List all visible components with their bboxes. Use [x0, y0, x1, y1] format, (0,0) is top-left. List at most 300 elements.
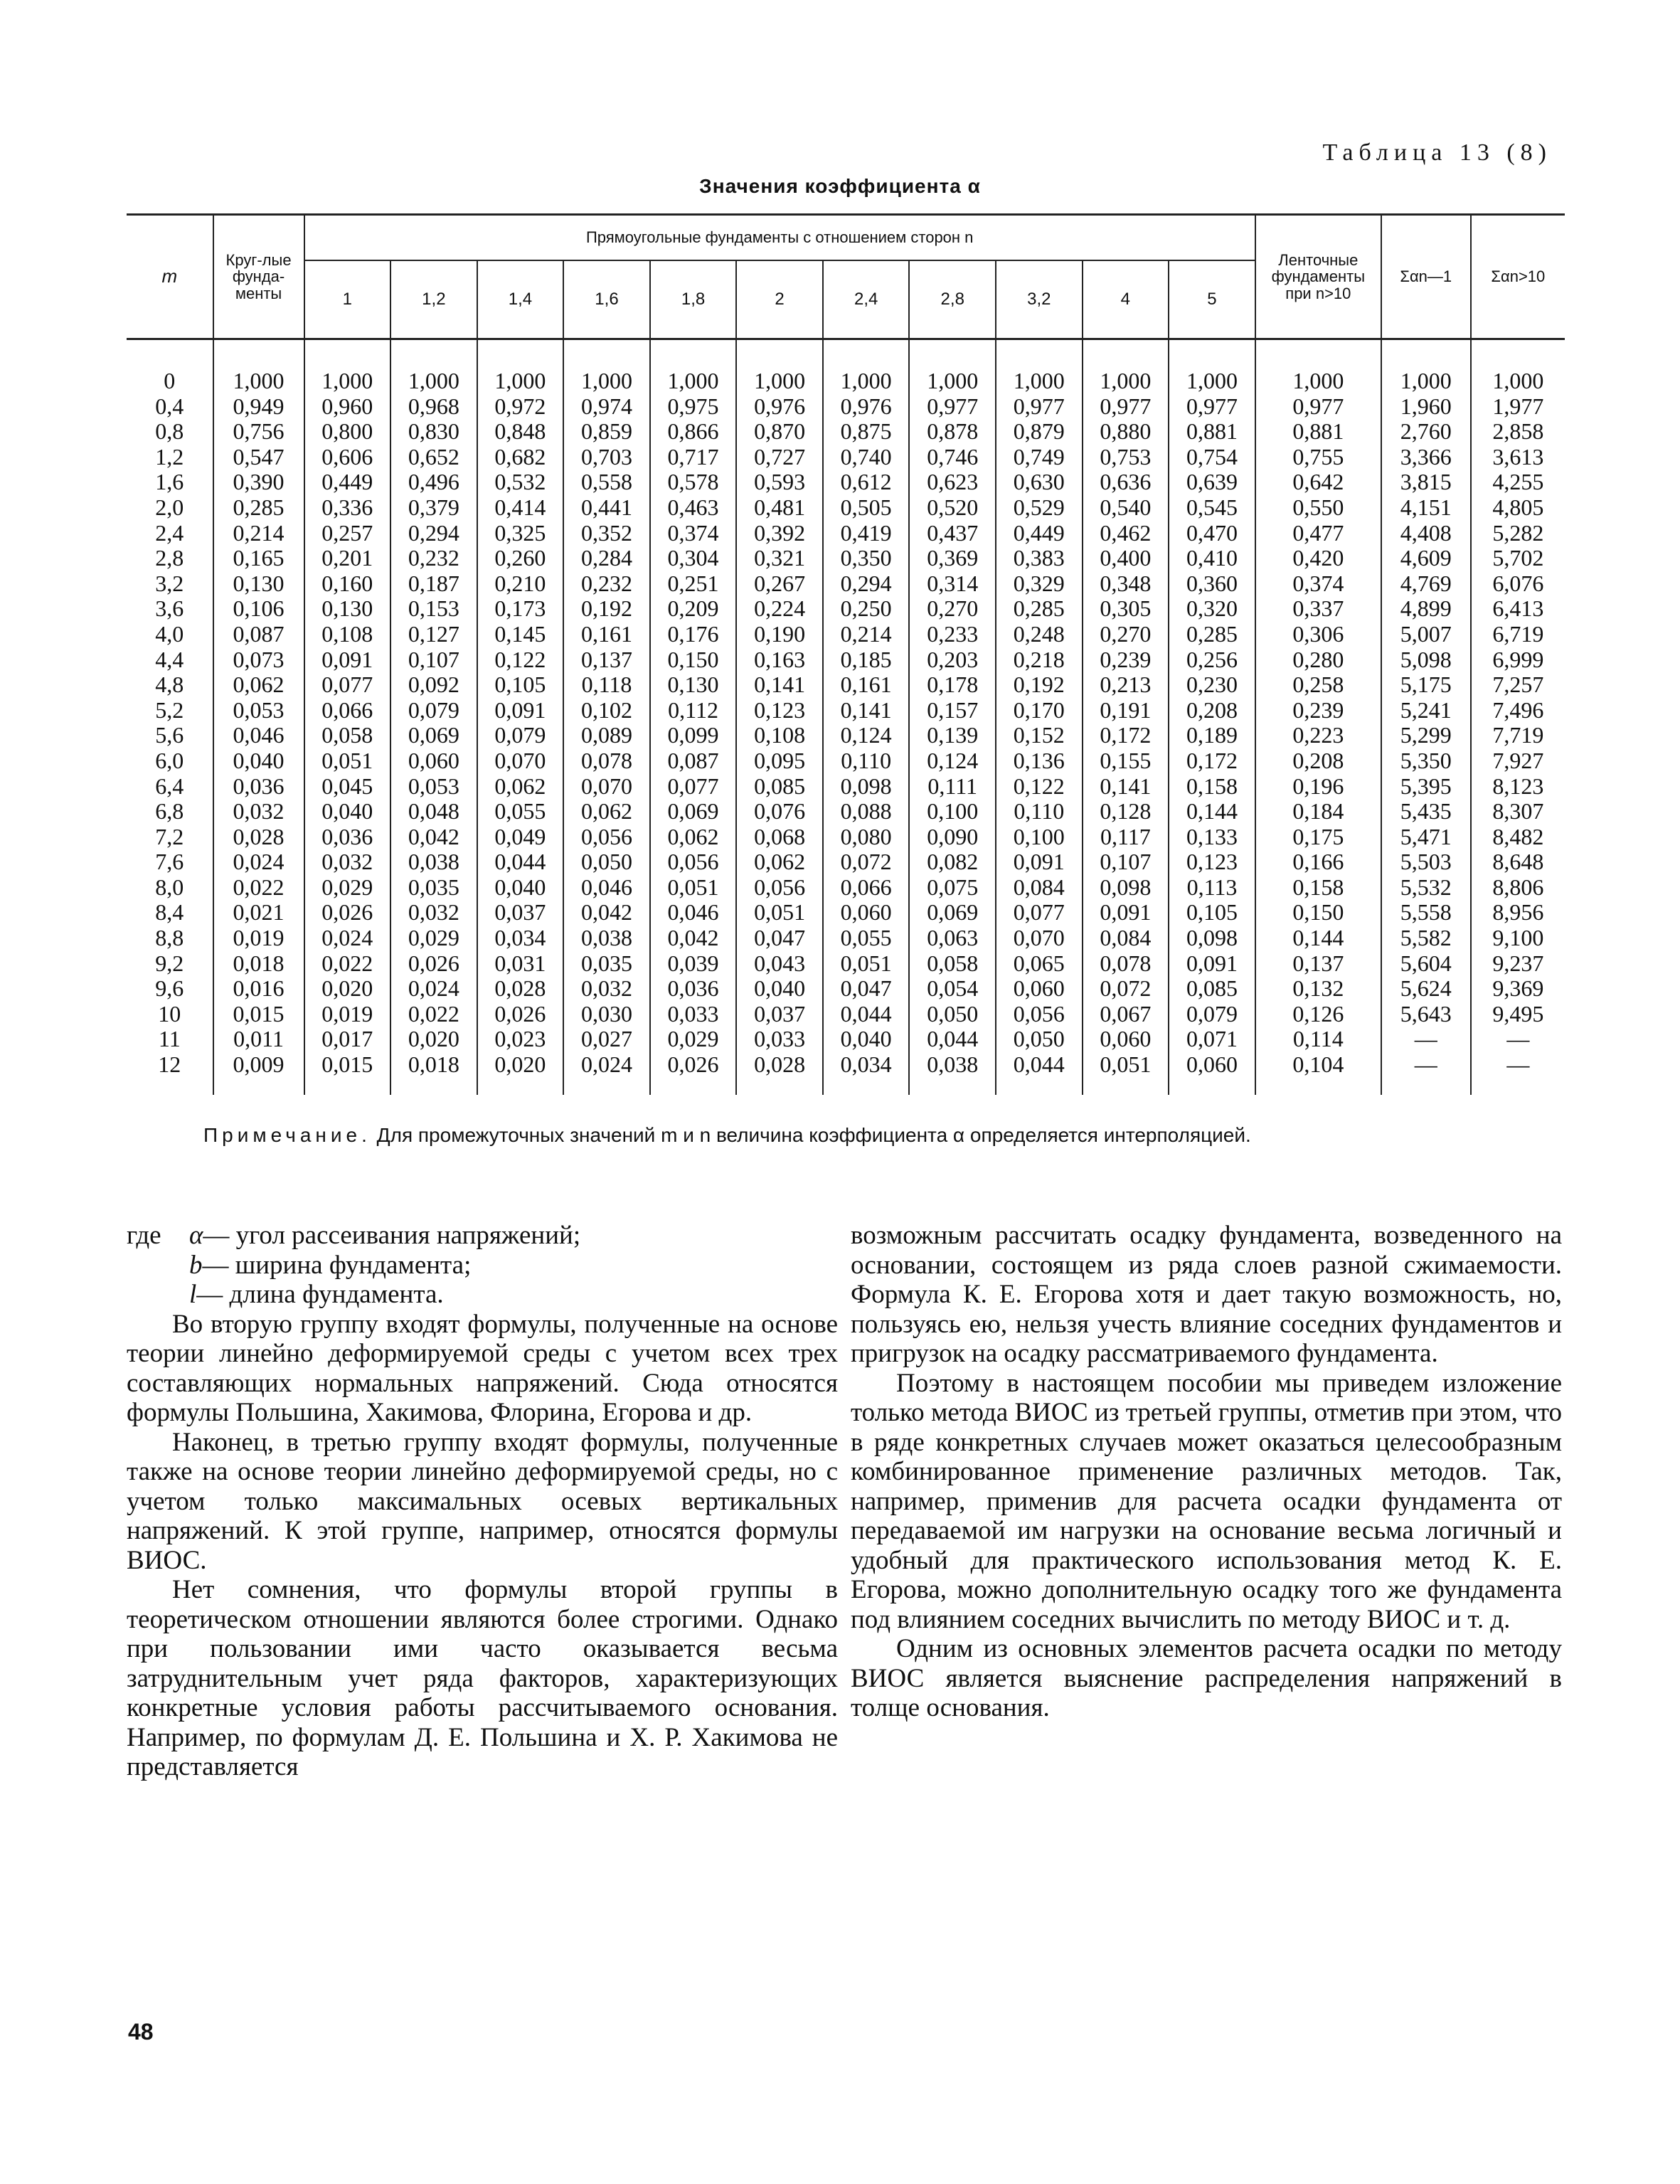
table-cell: 0,881	[1169, 419, 1255, 445]
table-cell: 0,636	[1083, 470, 1169, 495]
table-cell: —	[1471, 1027, 1565, 1052]
table-cell: 0,073	[213, 647, 304, 673]
table-cell: 0,294	[390, 521, 477, 546]
table-cell: 0,547	[213, 445, 304, 470]
table-cell: 0,026	[390, 951, 477, 977]
table-cell: 0,091	[1083, 900, 1169, 926]
table-cell-m: 8,0	[127, 875, 213, 901]
table-cell: 0,379	[390, 495, 477, 521]
table-cell: 1,000	[1471, 339, 1565, 394]
table-cell: 0,213	[1083, 672, 1169, 698]
table-cell: 0,037	[477, 900, 564, 926]
table-cell: 0,727	[736, 445, 823, 470]
table-row	[127, 748, 1565, 774]
note-lead: Примечание.	[203, 1124, 371, 1146]
table-cell: 0,449	[304, 470, 391, 495]
table-cell: 0,754	[1169, 445, 1255, 470]
table-cell: 0,079	[390, 698, 477, 723]
definition-text: — длина фундамента.	[196, 1280, 444, 1309]
paragraph: Наконец, в третью группу входят формулы, полученные также на основе теории линейно деформируемой среды, но с учетом только максимальных осевых вертикальных напряжений. К этой группе, например, относятся формулы ВИОС.	[127, 1427, 838, 1575]
table-cell: 5,558	[1381, 900, 1471, 926]
table-cell: 0,108	[304, 622, 391, 647]
table-cell: 0,055	[823, 926, 910, 951]
table-row	[127, 799, 1565, 825]
table-cell: 0,172	[1169, 748, 1255, 774]
table-cell: 0,208	[1169, 698, 1255, 723]
table-cell: 1,000	[996, 339, 1083, 394]
table-cell-m: 3,6	[127, 596, 213, 622]
table-cell: 0,800	[304, 419, 391, 445]
table-cell: 0,110	[823, 748, 910, 774]
table-cell-m: 9,2	[127, 951, 213, 977]
header-strip: Ленточные фундаменты при n>10	[1255, 215, 1381, 339]
table-cell: 0,153	[390, 596, 477, 622]
table-cell: 2,760	[1381, 419, 1471, 445]
header-n-value: 1,8	[650, 260, 737, 339]
table-cell: 0,257	[304, 521, 391, 546]
page-number: 48	[128, 2019, 154, 2045]
table-cell: 0,078	[1083, 951, 1169, 977]
paragraph: Нет сомнения, что формулы второй группы в теоретическом отношении являются более строгими. Однако при пользовании ими часто оказывается весьма затруднительным учет ряда факторов, характеризующих конкретные условия работы рассчитываемого основания. Например, по формулам Д. Е. Польшина и Х. Р. Хакимова не представляется	[127, 1575, 838, 1781]
table-cell: 0,019	[304, 1002, 391, 1027]
table-cell: 0,033	[650, 1002, 737, 1027]
table-cell: 0,112	[650, 698, 737, 723]
table-cell: 0,100	[909, 799, 996, 825]
table-cell: 0,642	[1255, 470, 1381, 495]
table-cell-m: 5,6	[127, 723, 213, 748]
table-cell: 0,084	[1083, 926, 1169, 951]
table-cell: 0,449	[996, 521, 1083, 546]
table-cell: 0,593	[736, 470, 823, 495]
table-row	[127, 596, 1565, 622]
table-cell: 0,578	[650, 470, 737, 495]
table-cell: 0,044	[477, 849, 564, 875]
table-cell: 0,068	[736, 825, 823, 850]
table-cell: 0,285	[213, 495, 304, 521]
table-cell: 0,974	[563, 394, 650, 420]
table-row	[127, 394, 1565, 420]
table-cell: 0,441	[563, 495, 650, 521]
table-cell: 9,237	[1471, 951, 1565, 977]
table-cell: 0,021	[213, 900, 304, 926]
table-cell: 0,880	[1083, 419, 1169, 445]
table-cell: 0,881	[1255, 419, 1381, 445]
table-cell: 0,248	[996, 622, 1083, 647]
table-cell: 0,682	[477, 445, 564, 470]
table-cell: 0,437	[909, 521, 996, 546]
table-cell: 0,184	[1255, 799, 1381, 825]
paragraph: возможным рассчитать осадку фундамента, возведенного на основании, состоящем из ряда слоев разной сжимаемости. Формула К. Е. Егорова хотя и дает такую возможность, но, пользуясь ею, нельзя учесть влияние соседних фундаментов и пригрузок на осадку рассматриваемого фундамента.	[851, 1221, 1562, 1368]
table-row	[127, 976, 1565, 1002]
table-cell: 0,176	[650, 622, 737, 647]
note-text: Для промежуточных значений m и n величина коэффициента α определяется интерполяцией.	[376, 1124, 1251, 1146]
table-label: Таблица 13 (8)	[1322, 139, 1552, 166]
table-cell: 0,141	[1083, 774, 1169, 800]
table-cell: 0,099	[650, 723, 737, 748]
table-cell: 0,639	[1169, 470, 1255, 495]
table-cell: 0,011	[213, 1027, 304, 1052]
table-cell: 0,348	[1083, 571, 1169, 597]
table-cell: 0,224	[736, 596, 823, 622]
table-cell: 0,520	[909, 495, 996, 521]
table-cell: 0,032	[304, 849, 391, 875]
header-n-value: 1,6	[563, 260, 650, 339]
table-cell: 0,173	[477, 596, 564, 622]
table-cell: 5,175	[1381, 672, 1471, 698]
table-cell: 0,051	[304, 748, 391, 774]
table-cell: 0,481	[736, 495, 823, 521]
table-row	[127, 571, 1565, 597]
table-cell: 0,019	[213, 926, 304, 951]
table-cell: 0,048	[390, 799, 477, 825]
table-cell: 0,976	[823, 394, 910, 420]
table-cell: 0,072	[823, 849, 910, 875]
table-cell: 0,091	[996, 849, 1083, 875]
table-cell: 0,015	[213, 1002, 304, 1027]
table-cell: 0,239	[1255, 698, 1381, 723]
table-row	[127, 900, 1565, 926]
table-cell: 5,098	[1381, 647, 1471, 673]
table-cell: 1,000	[1083, 339, 1169, 394]
table-cell-m: 2,8	[127, 546, 213, 571]
table-cell: 0,062	[650, 825, 737, 850]
table-cell: 0,532	[477, 470, 564, 495]
header-n-value: 1,4	[477, 260, 564, 339]
table-cell: 0,029	[304, 875, 391, 901]
table-cell: 0,036	[304, 825, 391, 850]
table-cell: 0,258	[1255, 672, 1381, 698]
table-row	[127, 445, 1565, 470]
table-cell: 0,875	[823, 419, 910, 445]
table-cell: 2,858	[1471, 419, 1565, 445]
table-cell: 0,040	[823, 1027, 910, 1052]
table-cell: 0,152	[996, 723, 1083, 748]
table-cell: 0,050	[563, 849, 650, 875]
table-cell: 0,098	[823, 774, 910, 800]
table-cell: 0,203	[909, 647, 996, 673]
table-cell: 0,038	[390, 849, 477, 875]
definition-alpha	[127, 1221, 838, 1251]
table-cell: 0,053	[390, 774, 477, 800]
table-row	[127, 672, 1565, 698]
table-cell: 0,141	[823, 698, 910, 723]
table-cell: 6,719	[1471, 622, 1565, 647]
table-cell: 0,062	[736, 849, 823, 875]
table-cell: 0,062	[477, 774, 564, 800]
table-cell: 0,230	[1169, 672, 1255, 698]
table-cell: 7,927	[1471, 748, 1565, 774]
table-cell: 0,137	[1255, 951, 1381, 977]
definition-symbol: b	[189, 1250, 203, 1280]
table-cell: 0,028	[213, 825, 304, 850]
table-cell: 0,079	[1169, 1002, 1255, 1027]
table-cell: 0,214	[213, 521, 304, 546]
table-cell: 1,000	[823, 339, 910, 394]
table-cell: 8,307	[1471, 799, 1565, 825]
table-cell: 0,032	[390, 900, 477, 926]
table-cell: 0,085	[1169, 976, 1255, 1002]
table-cell: 0,294	[823, 571, 910, 597]
table-cell: 0,187	[390, 571, 477, 597]
table-cell: 0,024	[304, 926, 391, 951]
header-n-value: 5	[1169, 260, 1255, 339]
table-cell: 1,000	[563, 339, 650, 394]
table-cell: 0,018	[390, 1052, 477, 1095]
table-cell: 0,652	[390, 445, 477, 470]
table-cell: 0,270	[909, 596, 996, 622]
table-cell: 0,337	[1255, 596, 1381, 622]
table-cell-m: 2,4	[127, 521, 213, 546]
table-cell: 0,054	[909, 976, 996, 1002]
table-cell: 3,366	[1381, 445, 1471, 470]
table-cell: 0,977	[909, 394, 996, 420]
table-cell-m: 4,8	[127, 672, 213, 698]
table-cell: 3,815	[1381, 470, 1471, 495]
table-cell: 1,000	[1169, 339, 1255, 394]
table-cell-m: 3,2	[127, 571, 213, 597]
definition-lead: где	[127, 1221, 161, 1250]
table-cell: 0,087	[650, 748, 737, 774]
table-cell: 0,123	[1169, 849, 1255, 875]
table-cell: 0,132	[1255, 976, 1381, 1002]
table-cell: 0,218	[996, 647, 1083, 673]
table-cell: 0,056	[563, 825, 650, 850]
table-cell: 0,069	[650, 799, 737, 825]
table-cell: 0,374	[650, 521, 737, 546]
table-cell: 0,046	[213, 723, 304, 748]
table-cell: 0,070	[996, 926, 1083, 951]
table-cell: 0,108	[736, 723, 823, 748]
table-cell: 0,127	[390, 622, 477, 647]
header-sum-10: Σαn>10	[1471, 215, 1565, 339]
table-cell: —	[1381, 1052, 1471, 1095]
table-cell: 4,609	[1381, 546, 1471, 571]
table-cell-m: 10	[127, 1002, 213, 1027]
table-cell: 4,899	[1381, 596, 1471, 622]
table-cell: 5,643	[1381, 1002, 1471, 1027]
table-cell: 0,260	[477, 546, 564, 571]
table-cell: 0,232	[563, 571, 650, 597]
table-cell: 1,000	[477, 339, 564, 394]
table-cell: 0,305	[1083, 596, 1169, 622]
table-cell: 1,000	[213, 339, 304, 394]
table-cell: 0,117	[1083, 825, 1169, 850]
table-cell: 0,192	[996, 672, 1083, 698]
table-cell: 0,113	[1169, 875, 1255, 901]
table-cell: 0,092	[390, 672, 477, 698]
table-cell: 1,000	[304, 339, 391, 394]
table-cell: 0,069	[390, 723, 477, 748]
table-cell: 0,383	[996, 546, 1083, 571]
table-cell: 0,024	[213, 849, 304, 875]
table-cell: 0,136	[996, 748, 1083, 774]
table-cell: 0,144	[1169, 799, 1255, 825]
table-cell-m: 4,0	[127, 622, 213, 647]
table-cell: 0,066	[823, 875, 910, 901]
table-cell: 0,040	[736, 976, 823, 1002]
table-cell: 7,257	[1471, 672, 1565, 698]
table-cell: 0,623	[909, 470, 996, 495]
table-cell: 0,028	[736, 1052, 823, 1095]
table-cell: 0,058	[909, 951, 996, 977]
table-cell: 0,130	[213, 571, 304, 597]
table-row	[127, 723, 1565, 748]
header-n-value: 2,8	[909, 260, 996, 339]
table-cell: 0,284	[563, 546, 650, 571]
table-cell: 0,470	[1169, 521, 1255, 546]
table-cell: 0,098	[1169, 926, 1255, 951]
table-cell: 0,031	[477, 951, 564, 977]
table-cell: 0,020	[390, 1027, 477, 1052]
table-row	[127, 495, 1565, 521]
table-cell: 0,055	[477, 799, 564, 825]
table-cell: 0,160	[304, 571, 391, 597]
table-cell: 0,859	[563, 419, 650, 445]
table-cell: 0,392	[736, 521, 823, 546]
table-cell: 5,582	[1381, 926, 1471, 951]
table-cell: 0,285	[996, 596, 1083, 622]
table-cell: 0,419	[823, 521, 910, 546]
table-cell: 0,020	[304, 976, 391, 1002]
table-cell: 0,830	[390, 419, 477, 445]
table-caption: Значения коэффициента α	[699, 175, 981, 197]
table-cell: 0,123	[736, 698, 823, 723]
table-cell: 0,034	[477, 926, 564, 951]
definition-text: — ширина фундамента;	[202, 1250, 472, 1280]
table-cell: 0,039	[650, 951, 737, 977]
table-cell: 5,241	[1381, 698, 1471, 723]
table-cell: 0,124	[823, 723, 910, 748]
table-cell: 1,977	[1471, 394, 1565, 420]
table-cell-m: 0	[127, 339, 213, 394]
table-cell: 0,090	[909, 825, 996, 850]
table-cell: 0,033	[736, 1027, 823, 1052]
table-row	[127, 546, 1565, 571]
table-row	[127, 875, 1565, 901]
table-row	[127, 647, 1565, 673]
table-cell: 0,066	[304, 698, 391, 723]
table-cell: 9,100	[1471, 926, 1565, 951]
table-cell: 0,009	[213, 1052, 304, 1095]
table-cell: 0,080	[823, 825, 910, 850]
table-row	[127, 698, 1565, 723]
table-cell: 0,612	[823, 470, 910, 495]
table-cell: 0,755	[1255, 445, 1381, 470]
table-cell: 1,000	[650, 339, 737, 394]
table-cell: 0,150	[650, 647, 737, 673]
table-cell: 0,161	[563, 622, 650, 647]
table-cell: 0,163	[736, 647, 823, 673]
table-cell: 0,077	[304, 672, 391, 698]
table-cell: 0,749	[996, 445, 1083, 470]
table-cell: 0,325	[477, 521, 564, 546]
table-cell: 0,105	[477, 672, 564, 698]
table-cell: 0,044	[823, 1002, 910, 1027]
table-cell: 5,471	[1381, 825, 1471, 850]
table-cell: 0,095	[736, 748, 823, 774]
table-cell: 5,395	[1381, 774, 1471, 800]
table-cell: 0,050	[996, 1027, 1083, 1052]
table-cell: 0,060	[1083, 1027, 1169, 1052]
table-cell: 0,192	[563, 596, 650, 622]
table-cell: 0,045	[304, 774, 391, 800]
table-row	[127, 951, 1565, 977]
table-cell: 0,020	[477, 1052, 564, 1095]
table-cell: 0,496	[390, 470, 477, 495]
header-n-value: 3,2	[996, 260, 1083, 339]
table-cell: 0,172	[1083, 723, 1169, 748]
table-cell: 0,058	[304, 723, 391, 748]
table-cell: 8,123	[1471, 774, 1565, 800]
table-cell: 6,076	[1471, 571, 1565, 597]
table-cell: 0,126	[1255, 1002, 1381, 1027]
table-cell: 0,270	[1083, 622, 1169, 647]
table-cell: 0,314	[909, 571, 996, 597]
table-cell-m: 1,2	[127, 445, 213, 470]
table-cell: 0,032	[213, 799, 304, 825]
table-cell: 0,233	[909, 622, 996, 647]
table-cell: 0,165	[213, 546, 304, 571]
table-cell: 0,630	[996, 470, 1083, 495]
table-cell: 0,035	[563, 951, 650, 977]
table-cell: 4,805	[1471, 495, 1565, 521]
table-cell: 9,495	[1471, 1002, 1565, 1027]
table-cell: 1,000	[909, 339, 996, 394]
table-cell: 0,043	[736, 951, 823, 977]
table-cell: 0,977	[1083, 394, 1169, 420]
table-cell: 0,029	[390, 926, 477, 951]
table-cell: 0,036	[213, 774, 304, 800]
table-cell: 0,746	[909, 445, 996, 470]
header-n-value: 1	[304, 260, 391, 339]
table-cell: 0,157	[909, 698, 996, 723]
table-cell: 0,223	[1255, 723, 1381, 748]
header-n-value: 1,2	[390, 260, 477, 339]
table-cell: 0,062	[213, 672, 304, 698]
table-cell: 0,352	[563, 521, 650, 546]
table-cell: 0,067	[1083, 1002, 1169, 1027]
table-cell: 4,408	[1381, 521, 1471, 546]
table-cell: 0,040	[304, 799, 391, 825]
table-cell: 0,740	[823, 445, 910, 470]
table-cell: 4,769	[1381, 571, 1471, 597]
paragraph: Поэтому в настоящем пособии мы приведем изложение только метода ВИОС из третьей группы, отметив при этом, что в ряде конкретных случаев может оказаться целесообразным комбинированное применение различных методов. Так, например, применив для расчета осадки фундамента от передаваемой им нагрузки на основание весьма логичный и удобный для практического использования метод К. Е. Егорова, можно дополнительную осадку того же фундамента под влиянием соседних вычислить по методу ВИОС и т. д.	[851, 1368, 1562, 1634]
table-cell: 0,023	[477, 1027, 564, 1052]
table-cell: 0,044	[909, 1027, 996, 1052]
table-cell: 0,137	[563, 647, 650, 673]
definition-l	[127, 1280, 838, 1310]
table-row	[127, 1052, 1565, 1095]
table-cell: 0,878	[909, 419, 996, 445]
table-cell: 0,056	[736, 875, 823, 901]
table-cell: 0,977	[1169, 394, 1255, 420]
table-cell: 0,071	[1169, 1027, 1255, 1052]
left-column	[127, 1221, 838, 1782]
table-cell: 0,056	[996, 1002, 1083, 1027]
table-cell: 0,047	[736, 926, 823, 951]
table-cell: 0,410	[1169, 546, 1255, 571]
table-cell: 0,201	[304, 546, 391, 571]
table-cell: 0,111	[909, 774, 996, 800]
table-cell: 4,151	[1381, 495, 1471, 521]
table-cell: 0,122	[477, 647, 564, 673]
table-cell: 0,084	[996, 875, 1083, 901]
table-cell: 0,414	[477, 495, 564, 521]
table-cell: 0,250	[823, 596, 910, 622]
table-cell: 5,435	[1381, 799, 1471, 825]
table-cell: 0,703	[563, 445, 650, 470]
table-cell-m: 11	[127, 1027, 213, 1052]
